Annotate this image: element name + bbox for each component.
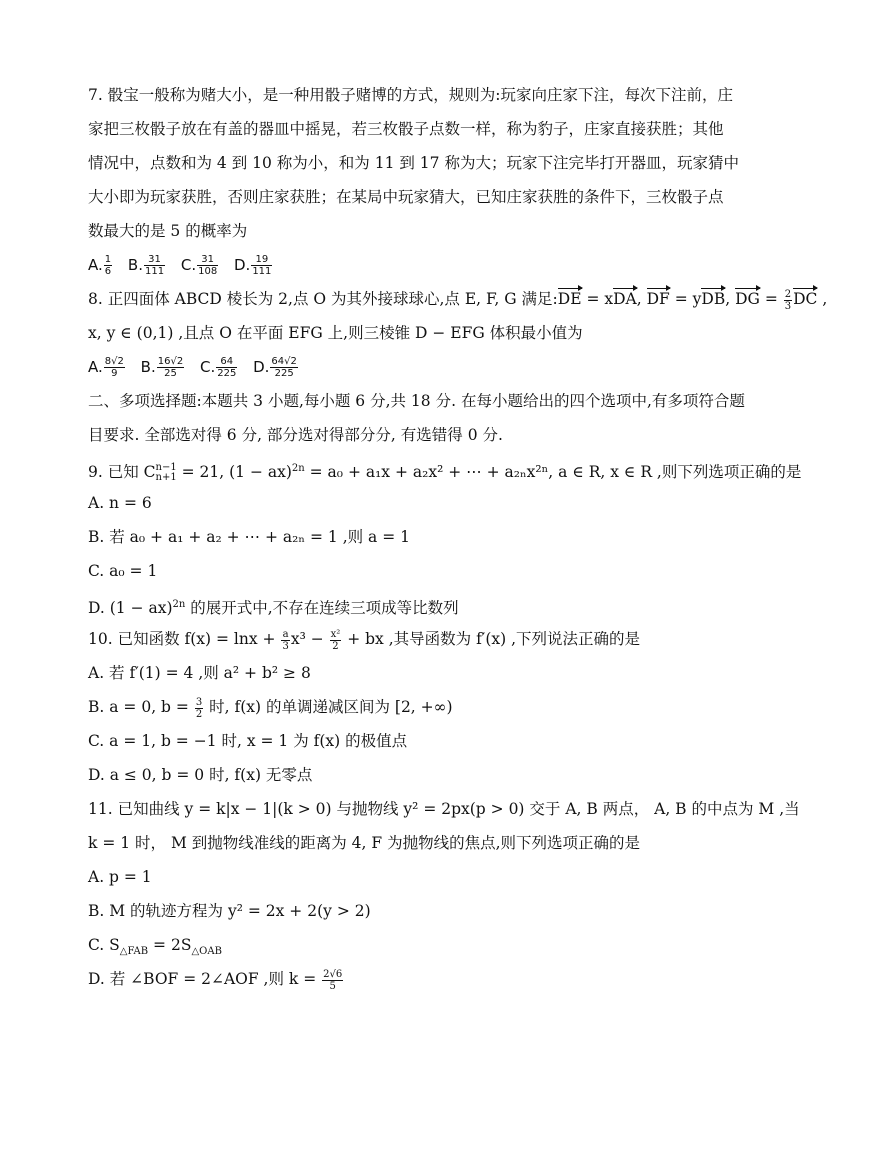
q9-option-c: C. a₀ = 1 [88, 562, 158, 580]
q8-line-2: x, y ∈ (0,1) ,且点 O 在平面 EFG 上,则三棱锥 D − EFG 体积最小值为 [88, 324, 583, 342]
q7-line-3: 情况中，点数和为 4 到 10 称为小，和为 11 到 17 称为大；玩家下注完毕打开器皿，玩家猜中 [88, 154, 739, 172]
q7-option-c: C. $\frac{31}{108}$ [180, 254, 218, 277]
q10-option-b: B. a = 0, b = $\frac{3}{2}$ 时, f(x) 的单调递减区间为 [2, +∞) [88, 696, 453, 720]
section-2-line-2: 目要求. 全部选对得 6 分, 部分选对得部分分, 有选错得 0 分. [88, 426, 503, 444]
q7-line-5: 数最大的是 5 的概率为 [88, 222, 248, 240]
section-2-heading [88, 384, 818, 452]
q11-line-1: 11. 已知曲线 y = k|x − 1|(k > 0) 与抛物线 y² = 2px(p > 0) 交于 A, B 两点， A, B 的中点为 M ,当 [88, 800, 800, 818]
section-2-line-1: 二、多项选择题:本题共 3 小题,每小题 6 分,共 18 分. 在每小题给出的四个选项中,有多项符合题 [88, 392, 745, 410]
q9-stem: 9. 已知 C n−1 n+1 = 21, (1 − ax)$^{2n}$ = a₀ + a₁x + a₂x² + ⋯ + a₂ₙx²ⁿ, a ∈ R, x ∈ R ,则下列选项正确的是 [88, 462, 802, 484]
q10-stem: 10. 已知函数 f(x) = lnx + $\frac{a}{3}$ x³ − $\frac{\text{x²}}{2}$ + bx ,其导函数为 f′(x) ,下列说法正确的是 [88, 628, 641, 652]
q7-options [88, 248, 818, 282]
q11-option-d: D. 若 ∠BOF = 2∠AOF ,则 k = $\frac{2√6}{5}$ [88, 968, 343, 992]
question-9 [88, 452, 818, 622]
q8-option-d: D. $\frac{64√2}{225}$ [253, 356, 297, 379]
q7-line-2: 家把三枚骰子放在有盖的器皿中摇晃，若三枚骰子点数一样，称为豹子，庄家直接获胜；其他 [88, 120, 724, 138]
q8-line-1: 8. 正四面体 ABCD 棱长为 2,点 O 为其外接球球心,点 E, F, G 满足:DE = xDA, DF = yDB, DG = $\frac{2}{3}$ DC , [88, 288, 828, 312]
q8-options [88, 350, 818, 384]
question-7 [88, 78, 818, 282]
q11-line-2: k = 1 时， M 到抛物线准线的距离为 4, F 为抛物线的焦点,则下列选项正确的是 [88, 834, 641, 852]
q9-option-a: A. n = 6 [88, 494, 152, 512]
q9-option-b: B. 若 a₀ + a₁ + a₂ + ⋯ + a₂ₙ = 1 ,则 a = 1 [88, 528, 410, 546]
q8-option-b: B. $\frac{16√2}{25}$ [140, 356, 184, 379]
q11-option-c: C. $S_{\triangle FAB} = 2S_{\triangle OAB}$ [88, 936, 222, 958]
q10-option-a: A. 若 f′(1) = 4 ,则 a² + b² ≥ 8 [88, 664, 311, 682]
question-11 [88, 792, 818, 996]
q10-option-d: D. a ≤ 0, b = 0 时, f(x) 无零点 [88, 766, 313, 784]
q10-option-c: C. a = 1, b = −1 时, x = 1 为 f(x) 的极值点 [88, 732, 408, 750]
q11-option-a: A. p = 1 [88, 868, 152, 886]
q7-option-a: A. $\frac{1}{6}$ [88, 254, 112, 277]
q9-option-d: D. (1 − ax)$^{2n}$ 的展开式中,不存在连续三项成等比数列 [88, 599, 459, 618]
q7-option-b: B. $\frac{31}{111}$ [127, 254, 165, 277]
q7-option-d: D. $\frac{19}{111}$ [233, 254, 272, 277]
q8-option-c: C. $\frac{64}{225}$ [199, 356, 237, 379]
q11-option-b: B. M 的轨迹方程为 y² = 2x + 2(y > 2) [88, 902, 371, 920]
q7-line-4: 大小即为玩家获胜，否则庄家获胜；在某局中玩家猜大，已知庄家获胜的条件下，三枚骰子点 [88, 188, 724, 206]
q7-line-1: 7. 骰宝一般称为赌大小，是一种用骰子赌博的方式，规则为:玩家向庄家下注，每次下注前，庄 [88, 86, 733, 104]
exam-page [88, 78, 828, 996]
question-10 [88, 622, 818, 792]
q8-option-a: A. $\frac{8√2}{9}$ [88, 356, 124, 379]
question-8 [88, 282, 828, 384]
